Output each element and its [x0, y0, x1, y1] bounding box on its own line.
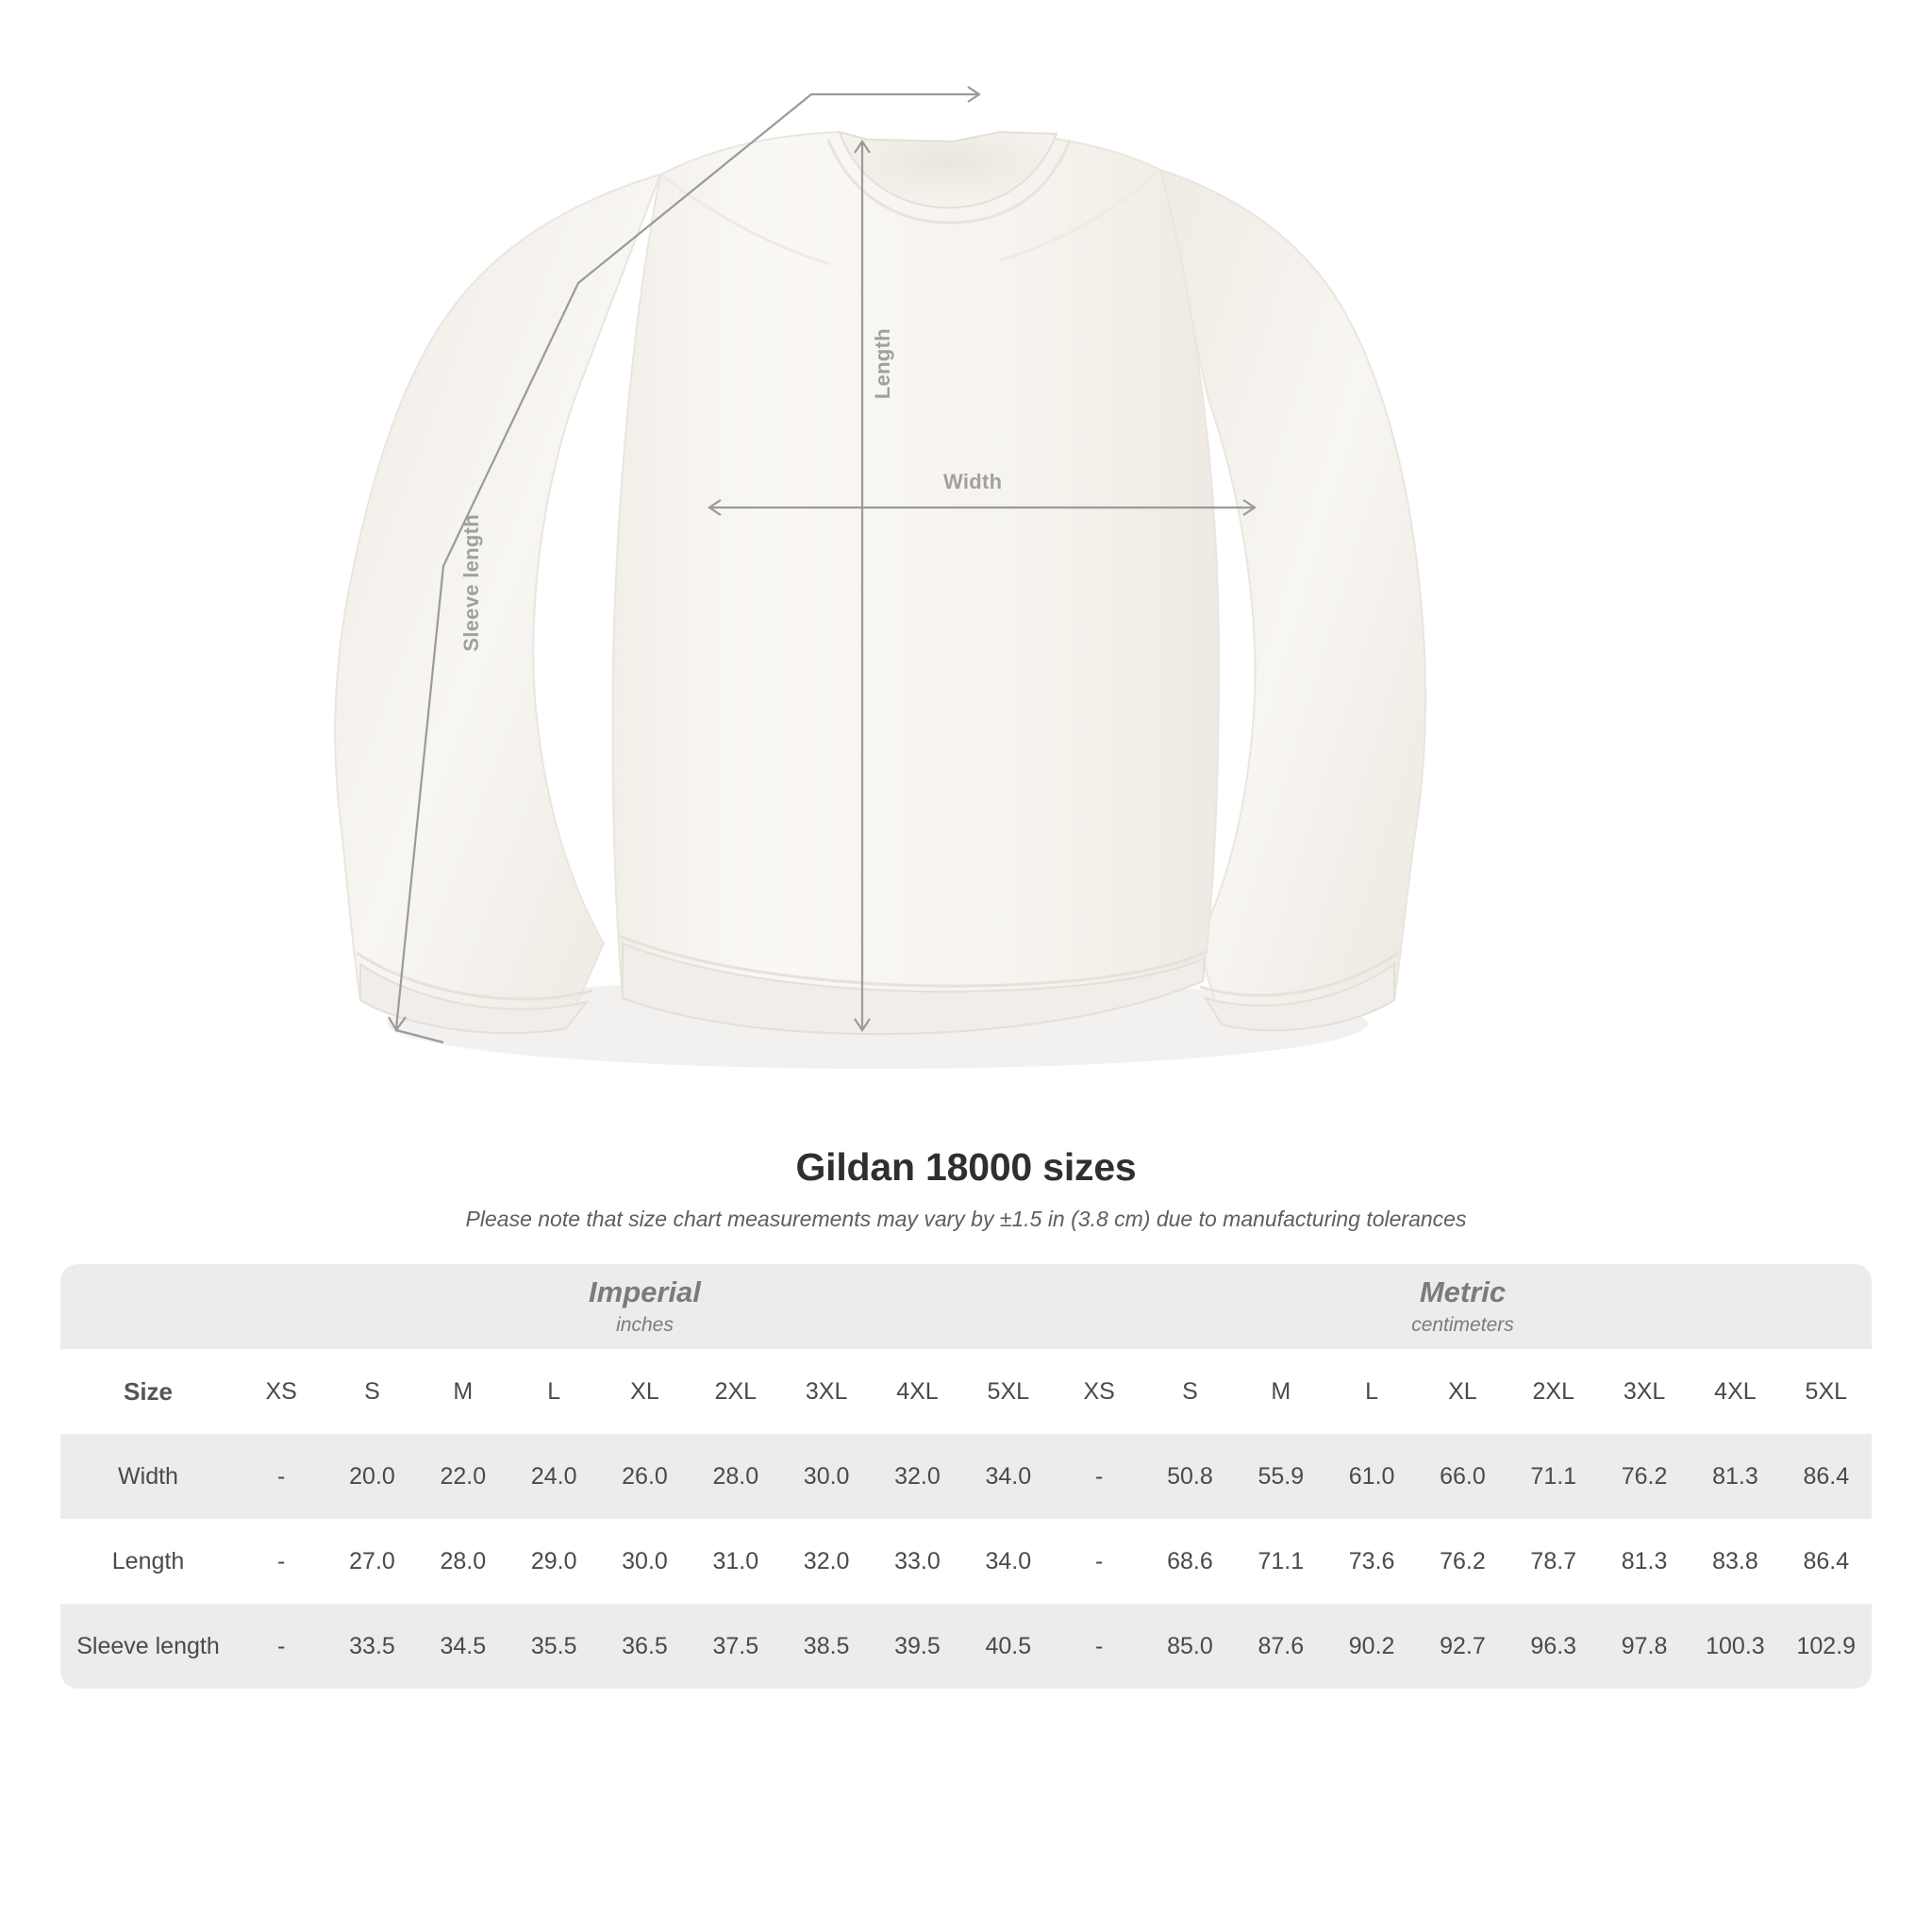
unit-group-metric: [1054, 1264, 1872, 1349]
sleeve-length-dimension-label: Sleeve length: [459, 514, 483, 652]
unit-corner-cell: [60, 1264, 236, 1349]
header-size-metric-5xl: 5XL: [1781, 1349, 1872, 1434]
cell-width-metric-xs: -: [1054, 1434, 1144, 1519]
header-size-imperial-xs: XS: [236, 1349, 326, 1434]
header-size-imperial-xl: XL: [599, 1349, 690, 1434]
cell-sleeve-metric-xs: -: [1054, 1604, 1144, 1689]
unit-sub-imperial: inches: [616, 1313, 674, 1336]
cell-width-imperial-2xl: 28.0: [691, 1434, 781, 1519]
cell-sleeve-metric-m: 87.6: [1236, 1604, 1326, 1689]
cell-length-metric-xs: -: [1054, 1519, 1144, 1604]
size-chart-body: [60, 1264, 1872, 1689]
cell-length-imperial-l: 29.0: [508, 1519, 599, 1604]
tolerance-note: Please note that size chart measurements may vary by ±1.5 in (3.8 cm) due to manufacturing tolerances: [465, 1207, 1467, 1231]
cell-width-metric-xl: 66.0: [1417, 1434, 1507, 1519]
cell-length-metric-m: 71.1: [1236, 1519, 1326, 1604]
cell-sleeve-metric-s: 85.0: [1144, 1604, 1235, 1689]
cell-width-imperial-l: 24.0: [508, 1434, 599, 1519]
cell-sleeve-metric-xl: 92.7: [1417, 1604, 1507, 1689]
header-size-imperial-m: M: [418, 1349, 508, 1434]
length-dimension-label: Length: [871, 328, 894, 400]
cell-sleeve-imperial-xl: 36.5: [599, 1604, 690, 1689]
header-size-label: Size: [60, 1349, 236, 1434]
header-size-metric-l: L: [1326, 1349, 1417, 1434]
size-chart-table: [60, 1264, 1872, 1689]
cell-sleeve-imperial-m: 34.5: [418, 1604, 508, 1689]
header-size-imperial-s: S: [326, 1349, 417, 1434]
header-size-metric-2xl: 2XL: [1508, 1349, 1599, 1434]
header-size-metric-3xl: 3XL: [1599, 1349, 1690, 1434]
cell-width-imperial-3xl: 30.0: [781, 1434, 872, 1519]
page-title: Gildan 18000 sizes: [795, 1145, 1137, 1189]
header-size-metric-xs: XS: [1054, 1349, 1144, 1434]
header-size-imperial-3xl: 3XL: [781, 1349, 872, 1434]
header-size-metric-xl: XL: [1417, 1349, 1507, 1434]
header-size-metric-4xl: 4XL: [1690, 1349, 1780, 1434]
cell-width-metric-3xl: 76.2: [1599, 1434, 1690, 1519]
header-size-imperial-5xl: 5XL: [963, 1349, 1054, 1434]
unit-name-metric: Metric: [1419, 1274, 1507, 1308]
cell-length-imperial-m: 28.0: [418, 1519, 508, 1604]
cell-width-imperial-m: 22.0: [418, 1434, 508, 1519]
cell-width-imperial-4xl: 32.0: [872, 1434, 962, 1519]
cell-length-imperial-5xl: 34.0: [963, 1519, 1054, 1604]
cell-sleeve-imperial-l: 35.5: [508, 1604, 599, 1689]
cell-length-imperial-4xl: 33.0: [872, 1519, 962, 1604]
cell-width-metric-s: 50.8: [1144, 1434, 1235, 1519]
header-size-metric-m: M: [1236, 1349, 1326, 1434]
cell-length-metric-2xl: 78.7: [1508, 1519, 1599, 1604]
unit-sub-metric: centimeters: [1411, 1313, 1514, 1336]
cell-sleeve-metric-l: 90.2: [1326, 1604, 1417, 1689]
cell-sleeve-imperial-xs: -: [236, 1604, 326, 1689]
row-label-length: Length: [60, 1519, 236, 1604]
unit-group-imperial: [236, 1264, 1054, 1349]
table-row: [60, 1604, 1872, 1689]
header-size-imperial-l: L: [508, 1349, 599, 1434]
cell-width-metric-4xl: 81.3: [1690, 1434, 1780, 1519]
cell-length-imperial-s: 27.0: [326, 1519, 417, 1604]
cell-width-imperial-xs: -: [236, 1434, 326, 1519]
cell-width-imperial-5xl: 34.0: [963, 1434, 1054, 1519]
cell-length-metric-l: 73.6: [1326, 1519, 1417, 1604]
cell-width-metric-m: 55.9: [1236, 1434, 1326, 1519]
cell-width-imperial-xl: 26.0: [599, 1434, 690, 1519]
cell-width-metric-5xl: 86.4: [1781, 1434, 1872, 1519]
title-block: [0, 1145, 1932, 1232]
header-size-imperial-2xl: 2XL: [691, 1349, 781, 1434]
unit-header-row: [60, 1264, 1872, 1349]
row-label-sleeve-length: Sleeve length: [60, 1604, 236, 1689]
size-chart-table-wrapper: [60, 1264, 1872, 1689]
cell-length-metric-5xl: 86.4: [1781, 1519, 1872, 1604]
header-size-metric-s: S: [1144, 1349, 1235, 1434]
size-header-row: [60, 1349, 1872, 1434]
cell-sleeve-imperial-4xl: 39.5: [872, 1604, 962, 1689]
cell-length-imperial-3xl: 32.0: [781, 1519, 872, 1604]
cell-length-metric-4xl: 83.8: [1690, 1519, 1780, 1604]
cell-width-metric-2xl: 71.1: [1508, 1434, 1599, 1519]
unit-name-imperial: Imperial: [589, 1274, 701, 1308]
table-row: [60, 1519, 1872, 1604]
cell-width-imperial-s: 20.0: [326, 1434, 417, 1519]
cell-length-imperial-2xl: 31.0: [691, 1519, 781, 1604]
cell-length-metric-xl: 76.2: [1417, 1519, 1507, 1604]
cell-length-imperial-xs: -: [236, 1519, 326, 1604]
row-label-width: Width: [60, 1434, 236, 1519]
header-size-imperial-4xl: 4XL: [872, 1349, 962, 1434]
cell-sleeve-metric-2xl: 96.3: [1508, 1604, 1599, 1689]
cell-sleeve-metric-5xl: 102.9: [1781, 1604, 1872, 1689]
cell-sleeve-imperial-5xl: 40.5: [963, 1604, 1054, 1689]
cell-sleeve-metric-4xl: 100.3: [1690, 1604, 1780, 1689]
cell-length-metric-s: 68.6: [1144, 1519, 1235, 1604]
cell-width-metric-l: 61.0: [1326, 1434, 1417, 1519]
table-row: [60, 1434, 1872, 1519]
cell-sleeve-imperial-2xl: 37.5: [691, 1604, 781, 1689]
cell-length-imperial-xl: 30.0: [599, 1519, 690, 1604]
cell-length-metric-3xl: 81.3: [1599, 1519, 1690, 1604]
cell-sleeve-imperial-3xl: 38.5: [781, 1604, 872, 1689]
cell-sleeve-imperial-s: 33.5: [326, 1604, 417, 1689]
width-dimension-label: Width: [943, 470, 1003, 493]
cell-sleeve-metric-3xl: 97.8: [1599, 1604, 1690, 1689]
